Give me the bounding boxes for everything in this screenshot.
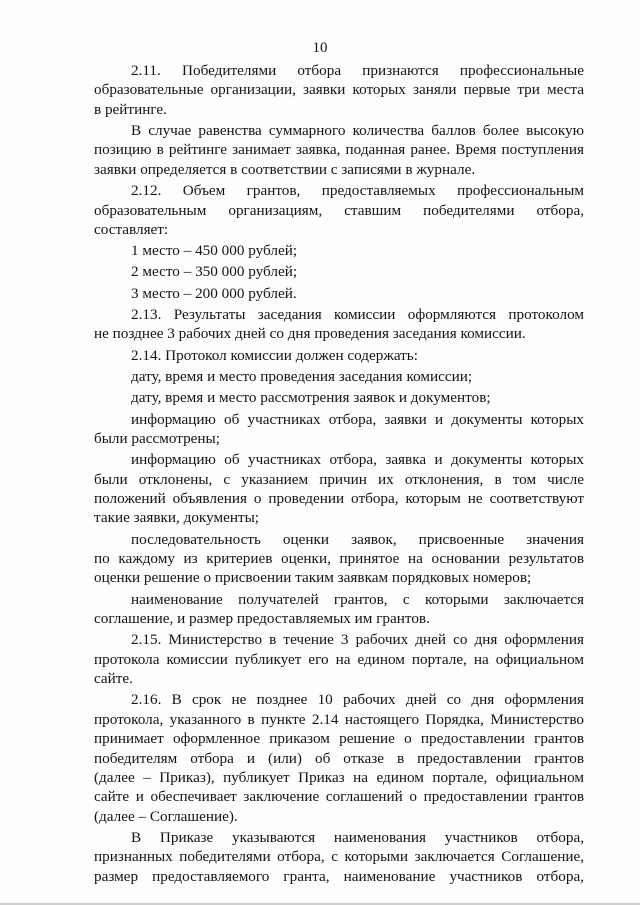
text-line: 2.15. Министерство в течение 3 рабочих дней со дня оформления	[131, 631, 584, 649]
text-line: В Приказе указываются наименования участников отбора,	[131, 829, 584, 847]
paragraph	[94, 410, 584, 449]
text-line: не позднее 3 рабочих дней со дня проведения заседания комиссии.	[94, 325, 526, 343]
text-line: протокола комиссии публикует его на едином портале, на официальном	[94, 650, 584, 668]
text-line: победителям отбора и (или) об отказе в предоставлении грантов	[94, 749, 584, 767]
text-line: (далее – Приказ), публикует Приказ на едином портале, официальном	[94, 769, 584, 787]
text-line: сайте и обеспечивает заключение соглашений о предоставлении грантов	[94, 788, 584, 806]
text-line: были рассмотрены;	[94, 429, 220, 447]
paragraph	[94, 284, 584, 303]
text-line: 2.12. Объем грантов, предоставляемых профессиональным	[131, 182, 584, 200]
paragraph	[94, 828, 584, 886]
text-line: составляет:	[94, 220, 169, 238]
text-line: 2.13. Результаты заседания комиссии оформляются протоколом	[131, 306, 584, 324]
paragraph	[94, 367, 584, 386]
text-line: в рейтинге.	[94, 100, 167, 118]
page-number: 10	[312, 40, 328, 56]
paragraph	[94, 690, 584, 826]
text-line: информацию об участниках отбора, заявка и документы которых	[131, 451, 584, 469]
text-line: сайте.	[94, 670, 133, 688]
text-line: В случае равенства суммарного количества баллов более высокую	[131, 122, 584, 140]
paragraph	[94, 346, 584, 365]
text-line: информацию об участниках отбора, заявки и документы которых	[131, 410, 584, 428]
paragraph	[94, 61, 584, 119]
text-line: образовательным организациям, ставшим победителями отбора,	[94, 201, 584, 219]
text-line: дату, время и место проведения заседания комиссии;	[131, 367, 473, 385]
text-line: наименование получателей грантов, с которыми заключается	[131, 590, 584, 608]
text-line: образовательные организации, заявки которых заняли первые три места	[94, 81, 584, 99]
text-line: признанных победителями отбора, с которыми заключается Соглашение,	[94, 848, 584, 866]
text-line: соглашение, и размер предоставляемых им грантов.	[94, 610, 430, 628]
paragraph	[94, 262, 584, 281]
paragraph	[94, 450, 584, 528]
paragraph	[94, 388, 584, 407]
text-line: 2.11. Победителями отбора признаются профессиональные	[131, 62, 584, 79]
text-line: положений объявления о проведении отбора, которым не соответствуют	[94, 490, 584, 507]
text-line: 2.14. Протокол комиссии должен содержать:	[131, 346, 418, 364]
paragraph	[94, 590, 584, 629]
text-line: (далее – Соглашение).	[94, 807, 238, 825]
document-body	[94, 61, 584, 888]
text-line: дату, время и место рассмотрения заявок и документов;	[131, 389, 491, 407]
paragraph	[94, 181, 584, 239]
text-line: 3 место – 200 000 рублей.	[131, 284, 297, 302]
paragraph	[94, 241, 584, 260]
paragraph	[94, 530, 584, 588]
text-line: протокола, указанного в пункте 2.14 настоящего Порядка, Министерство	[94, 710, 584, 728]
text-line: размер предоставляемого гранта, наименование участников отбора,	[94, 867, 584, 885]
text-line: последовательность оценки заявок, присвоенные значения	[131, 530, 584, 548]
text-line: заявки определяется в соответствии с записями в журнале.	[94, 160, 476, 178]
text-line: позицию в рейтинге занимает заявка, поданная ранее. Время поступления	[94, 141, 584, 159]
paragraph	[94, 121, 584, 179]
text-line: 1 место – 450 000 рублей;	[131, 242, 298, 260]
paragraph	[94, 305, 584, 344]
text-line: 2.16. В срок не позднее 10 рабочих дней со дня оформления	[131, 691, 584, 709]
paragraph	[94, 630, 584, 688]
text-line: такие заявки, документы;	[94, 509, 260, 527]
text-line: оценки решение о присвоении таким заявкам порядковых номеров;	[94, 569, 532, 587]
text-line: принимает оформленное приказом решение о предоставлении грантов	[94, 730, 584, 748]
text-line: по каждому из критериев оценки, принятое на основании результатов	[94, 550, 584, 568]
text-line: были отклонены, с указанием причин их отклонения, в том числе	[94, 470, 584, 488]
text-line: 2 место – 350 000 рублей;	[131, 263, 298, 281]
